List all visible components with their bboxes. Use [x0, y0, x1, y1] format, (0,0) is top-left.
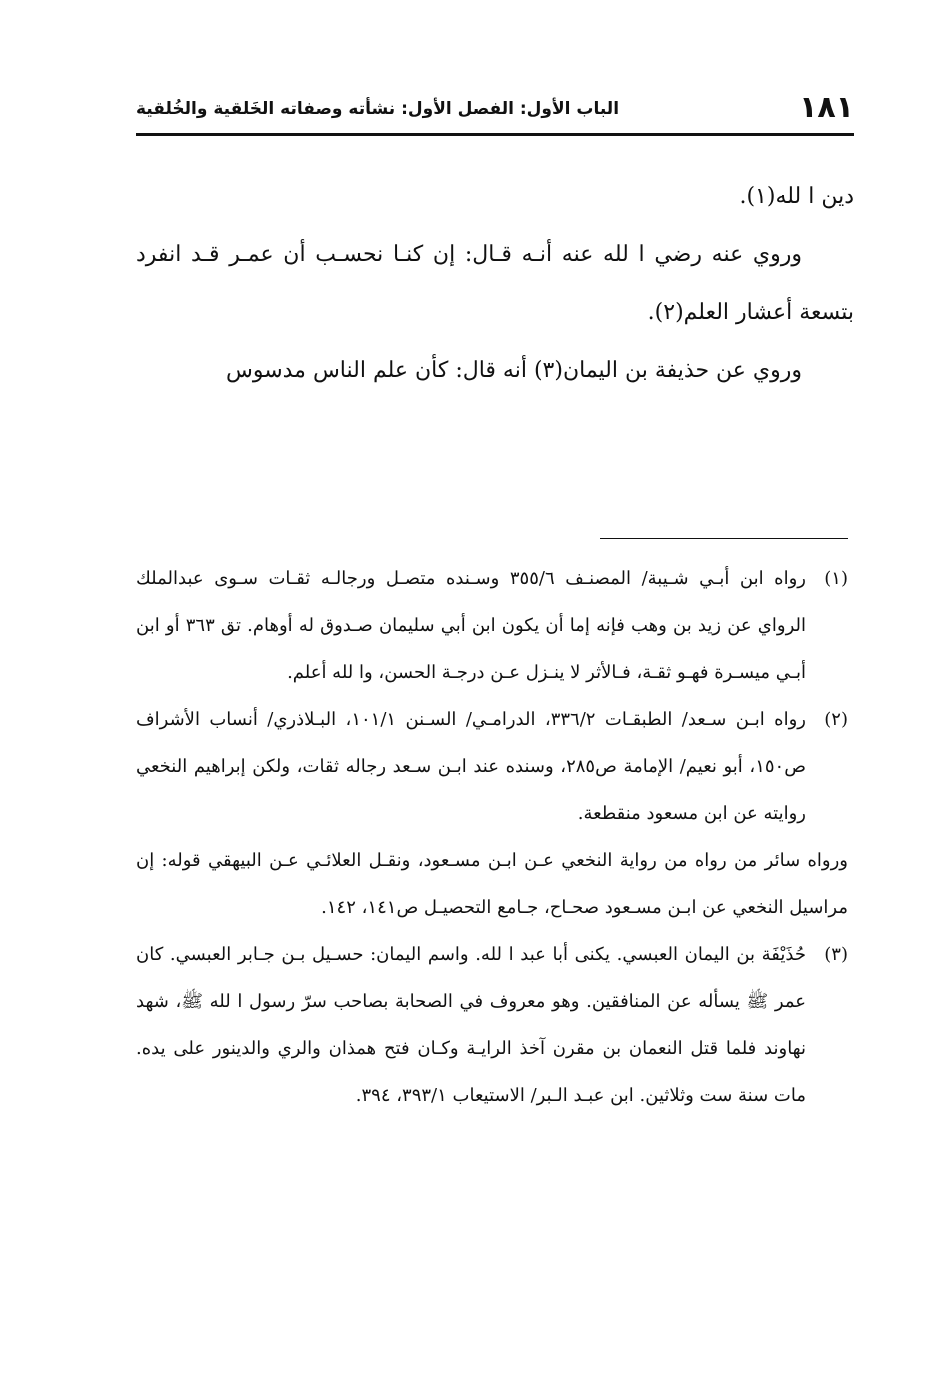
running-title: الباب الأول: الفصل الأول: نشأته وصفاته الخَلقية والخُلقية	[136, 99, 620, 119]
footnote-2	[136, 696, 848, 837]
body-paragraph: دين ا لله(١).	[739, 184, 854, 209]
footnotes	[136, 555, 848, 1119]
page-number: ١٨١	[799, 90, 854, 125]
footnote-text: رواه ابـن سـعد/ الطبقـات ٣٣٦/٢، الدرامـي/ السـنن ١٠١/١، البـلاذري/ أنساب الأشراف ص١٥٠، أبو نعيم/ الإمامة ص٢٨٥، وسنده عند ابـن سـعد رجاله ثقات، ولكن إبراهيم النخعي روايته عن ابن مسعود منقطعة.	[136, 709, 806, 824]
body-paragraph: وروي عن حذيفة بن اليمان(٣) أنه قال: كأن علم الناس مدسوس	[225, 358, 802, 383]
footnote-separator	[600, 538, 848, 539]
footnote-number: (٢)	[824, 709, 848, 730]
header-rule	[136, 133, 854, 136]
footnote-number: (٣)	[824, 944, 848, 965]
footnote-3	[136, 931, 848, 1119]
page-header	[136, 88, 854, 132]
footnote-continuation: ورواه سائر من رواه من رواية النخعي عـن ابـن مسـعود، ونقـل العلائـي عـن البيهقي قوله: إن مراسيل النخعي عن ابـن مسـعود صحـاح، جـامع التحصيـل ص١٤١، ١٤٢.	[136, 850, 848, 918]
footnote-text: رواه ابن أبـي شـيبة/ المصنـف ٣٥٥/٦ وسـنده متصـل ورجالـه ثقـات سـوى عبدالملك الرواي عن زيد بن وهب فإنه إما أن يكون ابن أبي سليمان صـدوق له أوهام. تق ٣٦٣ أو ابن أبـي ميسـرة فهـو ثقـة، فـالأثر لا ينـزل عـن درجـة الحسن، وا لله أعلم.	[136, 568, 807, 683]
footnote-number: (١)	[824, 568, 848, 589]
main-text	[136, 168, 854, 400]
footnote-1	[136, 555, 848, 696]
footnote-text: حُذَيْفَة بن اليمان العبسي. يكنى أبا عبد ا لله. واسم اليمان: حسـيل بـن جـابر العبسي. كان عمر ﷺ يسأله عن المنافقين. وهو معروف في الصحابة بصاحب سرّ رسول ا لله ﷺ، شهد نهاوند فلما قتل النعمان بن مقرن آخذ الرايـة وكـان فتح همذان والري والدينور على يده. مات سنة ست وثلاثين. ابن عبـد الـبر/ الاستيعاب ٣٩٣/١، ٣٩٤.	[136, 944, 807, 1106]
body-paragraph: وروي عنه رضي ا لله عنه أنـه قـال: إن كنـا نحسـب أن عمـر قـد انفرد بتسعة أعشار العلم(٢).	[136, 242, 854, 325]
